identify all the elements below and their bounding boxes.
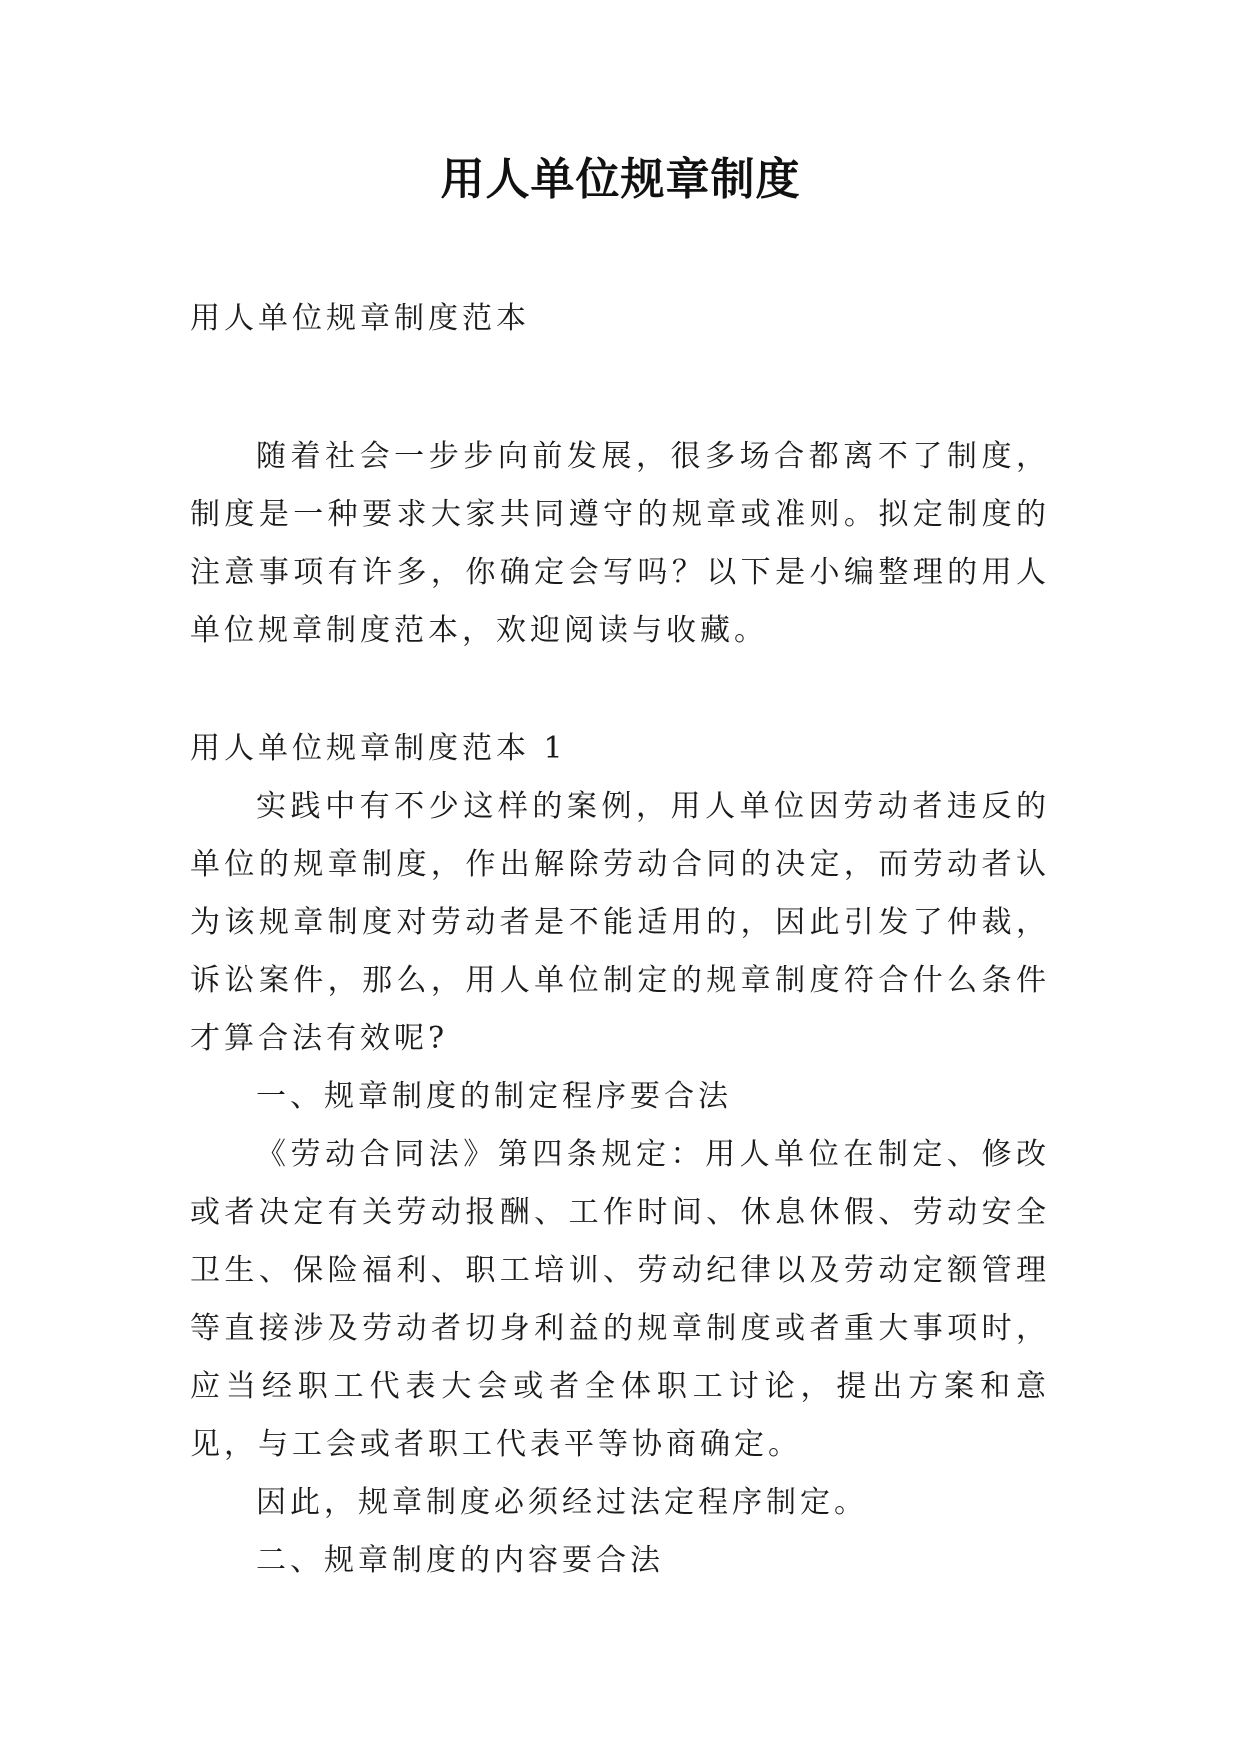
spacer — [190, 660, 1050, 720]
document-subtitle: 用人单位规章制度范本 — [190, 301, 530, 336]
section-heading: 一、规章制度的制定程序要合法 — [256, 1079, 732, 1114]
body-paragraph: 因此，规章制度必须经过法定程序制定。 — [256, 1485, 868, 1520]
document-body — [190, 290, 1050, 1590]
document-title: 用人单位规章制度 — [440, 154, 801, 205]
body-paragraph: 实践中有不少这样的案例，用人单位因劳动者违反的单位的规章制度，作出解除劳动合同的决定，而劳动者认为该规章制度对劳动者是不能适用的，因此引发了仲裁，诉讼案件，那么，用人单位制定的规章制度符合什么条件才算合法有效呢? — [190, 789, 1050, 1056]
intro-paragraph: 随着社会一步步向前发展，很多场合都离不了制度，制度是一种要求大家共同遵守的规章或准则。拟定制度的注意事项有许多，你确定会写吗？以下是小编整理的用人单位规章制度范本，欢迎阅读与收藏。 — [190, 439, 1050, 648]
section-heading: 二、规章制度的内容要合法 — [256, 1543, 664, 1578]
section-title: 用人单位规章制度范本 1 — [190, 731, 567, 766]
body-paragraph: 《劳动合同法》第四条规定：用人单位在制定、修改或者决定有关劳动报酬、工作时间、休息休假、劳动安全卫生、保险福利、职工培训、劳动纪律以及劳动定额管理等直接涉及劳动者切身利益的规章制度或者重大事项时，应当经职工代表大会或者全体职工讨论，提出方案和意见，与工会或者职工代表平等协商确定。 — [190, 1137, 1050, 1462]
spacer — [190, 348, 1050, 428]
